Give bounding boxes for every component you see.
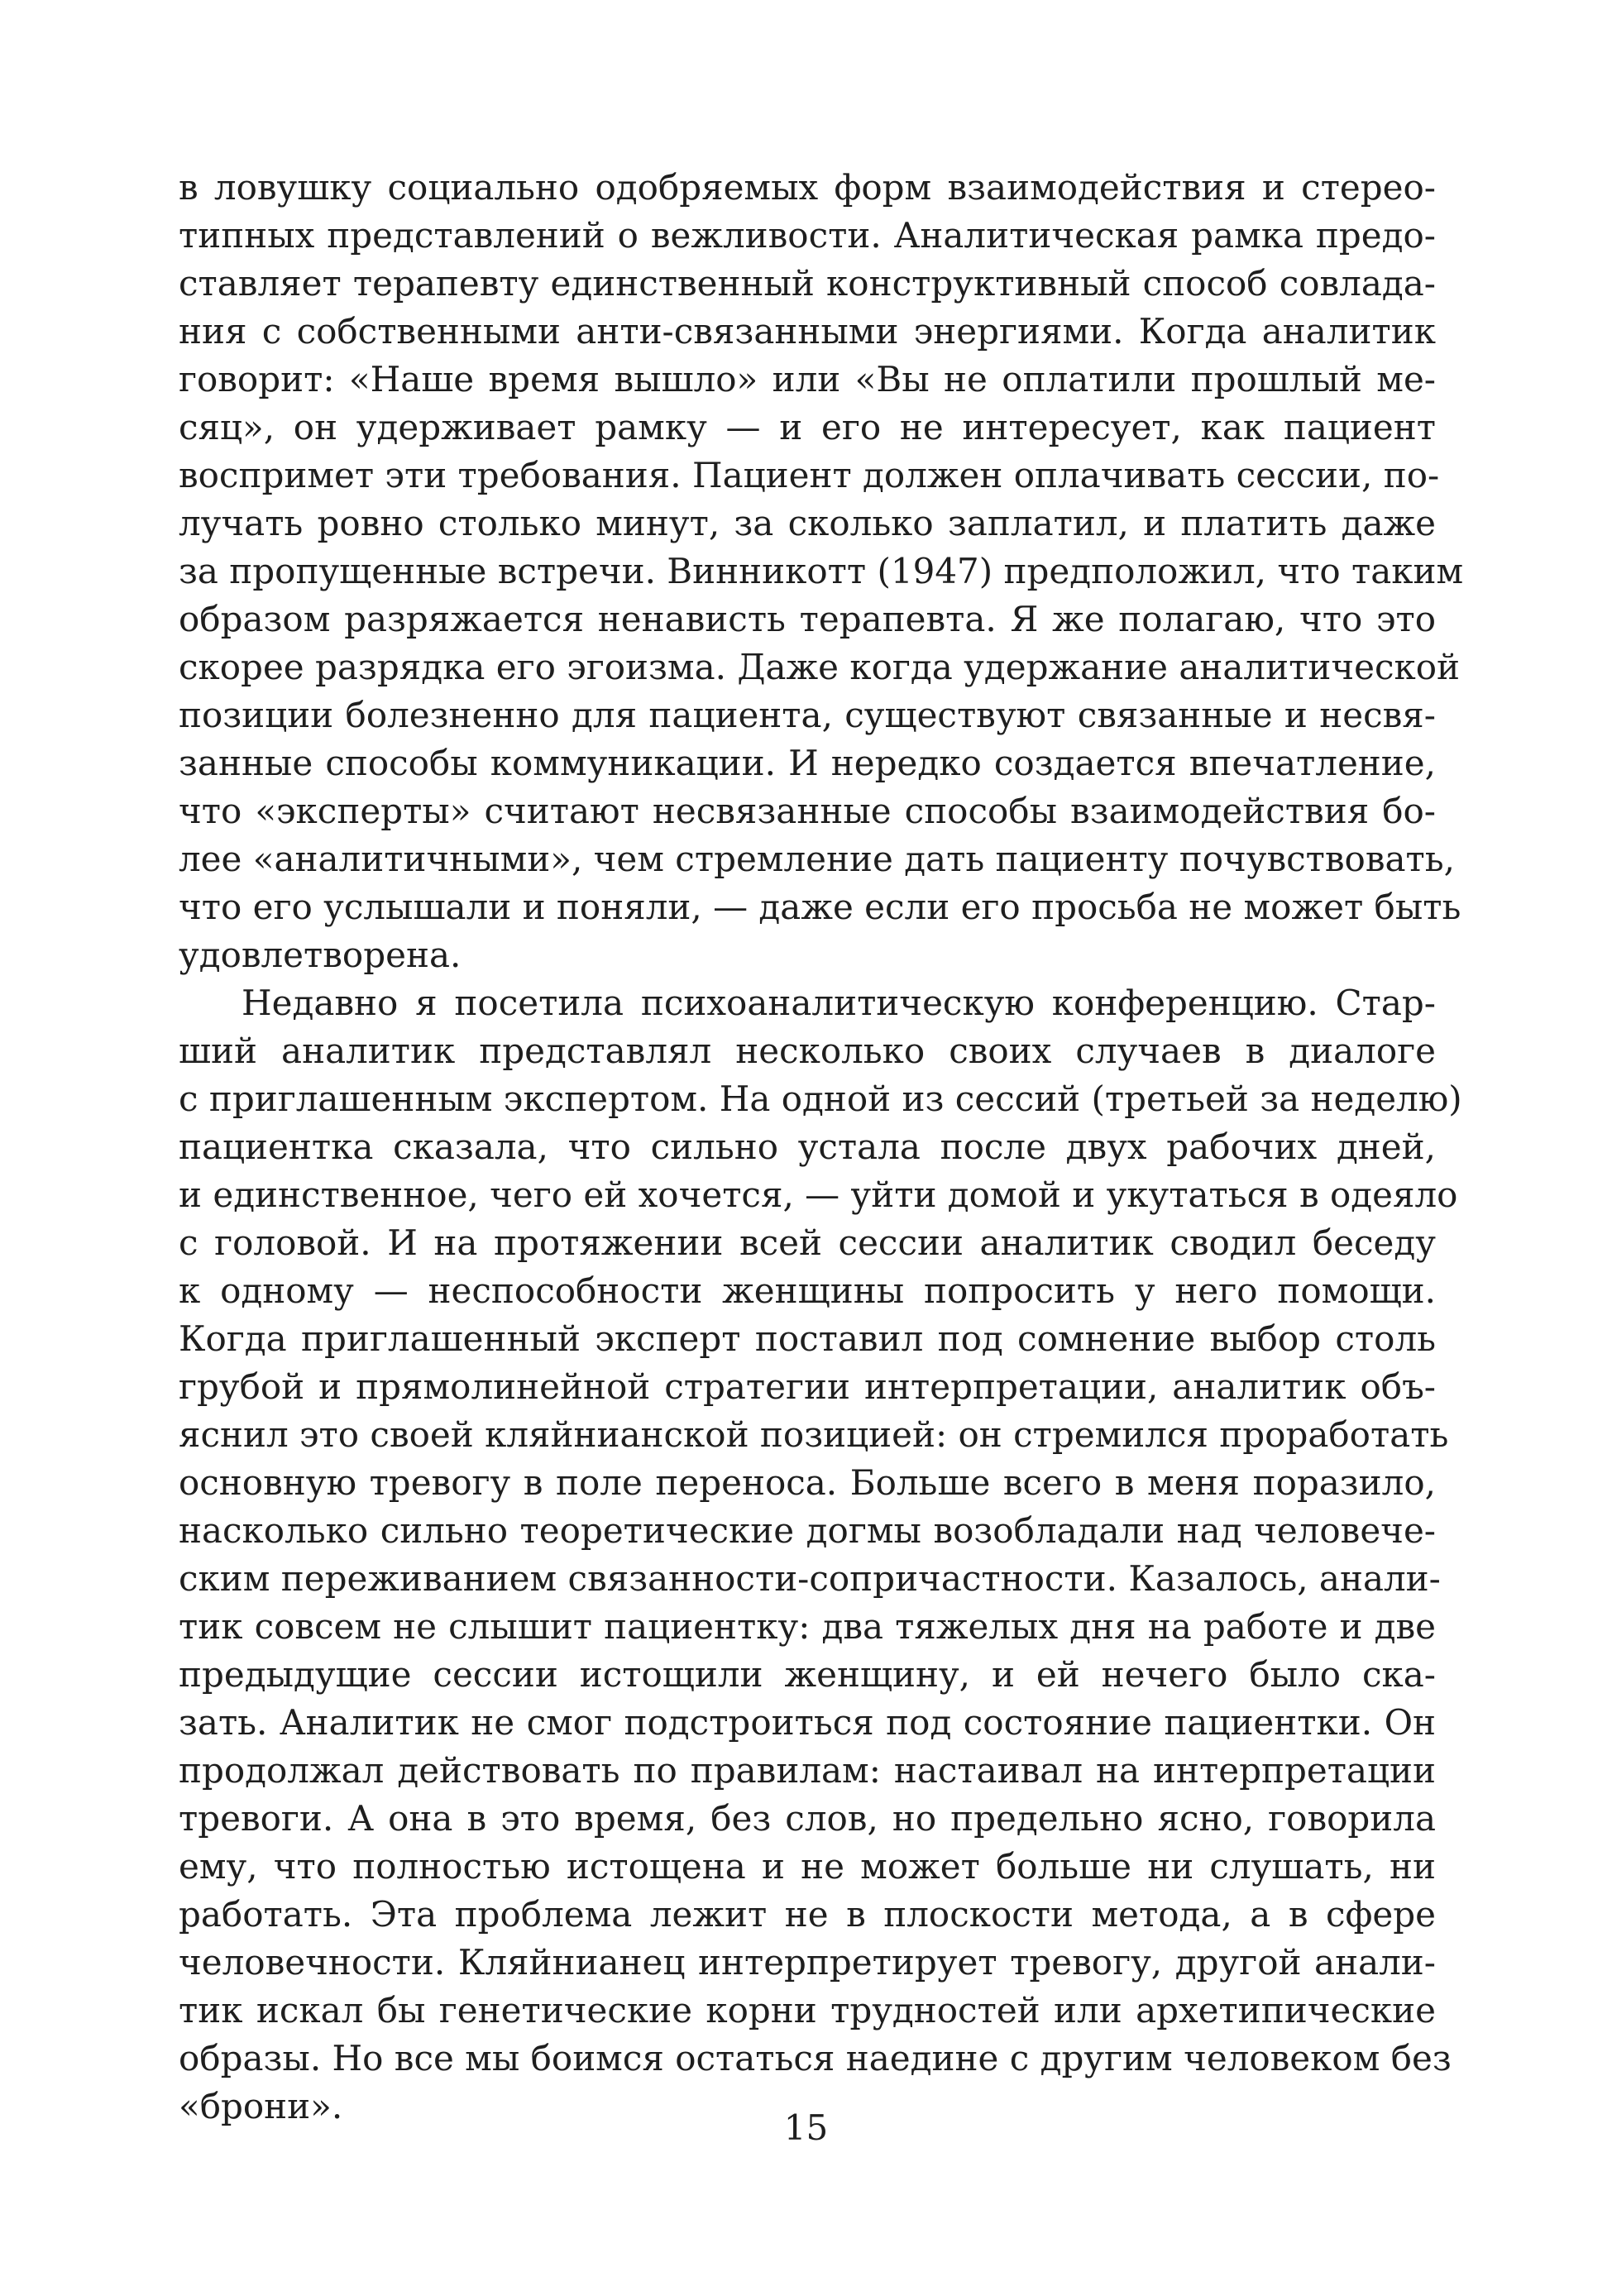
text-line: сяц», он удерживает рамку — и его не интересует, как пациент (179, 407, 1436, 447)
text-line: с головой. И на протяжении всей сессии аналитик сводил беседу (179, 1222, 1436, 1263)
text-line: «брони». (179, 2086, 343, 2126)
text-line: что «эксперты» считают несвязанные способы взаимодействия бо- (179, 791, 1436, 831)
text-line: скорее разрядка его эгоизма. Даже когда удержание аналитической (179, 647, 1460, 687)
text-line: продолжал действовать по правилам: настаивал на интерпретации (179, 1750, 1436, 1791)
text-line: что его услышали и поняли, — даже если его просьба не может быть (179, 887, 1461, 927)
text-line: к одному — неспособности женщины попросить у него помощи. (179, 1270, 1436, 1311)
text-line: лее «аналитичными», чем стремление дать пациенту почувствовать, (179, 839, 1455, 879)
text-line: Недавно я посетила психоаналитическую конференцию. Стар- (242, 983, 1436, 1023)
text-line: воспримет эти требования. Пациент должен оплачивать сессии, по- (179, 455, 1440, 495)
text-line: зать. Аналитик не смог подстроиться под состояние пациентки. Он (179, 1702, 1436, 1743)
text-line: тревоги. А она в это время, без слов, но предельно ясно, говорила (179, 1798, 1436, 1839)
text-line: позиции болезненно для пациента, существуют связанные и несвя- (179, 695, 1436, 735)
text-line: тик совсем не слышит пациентку: два тяжелых дня на работе и две (179, 1606, 1436, 1647)
text-line: тик искал бы генетические корни трудностей или архетипические (179, 1990, 1436, 2031)
text-line: ему, что полностью истощена и не может больше ни слушать, ни (179, 1846, 1436, 1887)
text-line: занные способы коммуникации. И нередко создается впечатление, (179, 743, 1436, 783)
text-line: ским переживанием связанности-сопричастности. Казалось, анали- (179, 1558, 1441, 1599)
text-line: работать. Эта проблема лежит не в плоскости метода, а в сфере (179, 1894, 1436, 1935)
text-line: удовлетворена. (179, 935, 462, 975)
text-line: и единственное, чего ей хочется, — уйти домой и укутаться в одеяло (179, 1174, 1458, 1215)
body-text (179, 164, 1464, 2131)
paragraph (179, 979, 1462, 2131)
text-line: образы. Но все мы боимся остаться наедине с другим человеком без (179, 2038, 1452, 2078)
text-line: насколько сильно теоретические догмы возобладали над человече- (179, 1510, 1436, 1551)
text-line: человечности. Кляйнианец интерпретирует тревогу, другой анали- (179, 1942, 1436, 1983)
text-line: ставляет терапевту единственный конструктивный способ совлада- (179, 263, 1436, 304)
text-line: грубой и прямолинейной стратегии интерпретации, аналитик объ- (179, 1366, 1436, 1407)
paragraph (179, 164, 1464, 979)
text-line: ния с собственными анти-связанными энергиями. Когда аналитик (179, 311, 1436, 352)
text-line: типных представлений о вежливости. Аналитическая рамка предо- (179, 215, 1436, 256)
text-line: говорит: «Наше время вышло» или «Вы не оплатили прошлый ме- (179, 359, 1436, 399)
text-line: в ловушку социально одобряемых форм взаимодействия и стерео- (179, 167, 1436, 208)
text-line: с приглашенным экспертом. На одной из сессий (третьей за неделю) (179, 1079, 1462, 1119)
text-line: за пропущенные встречи. Винникотт (1947) предположил, что таким (179, 551, 1464, 591)
page-number: 15 (783, 2107, 829, 2148)
text-line: образом разряжается ненависть терапевта. Я же полагаю, что это (179, 599, 1436, 639)
text-line: предыдущие сессии истощили женщину, и ей нечего было ска- (179, 1654, 1436, 1695)
text-line: лучать ровно столько минут, за сколько заплатил, и платить даже (179, 503, 1436, 543)
text-line: яснил это своей кляйнианской позицией: он стремился проработать (179, 1414, 1449, 1455)
text-line: Когда приглашенный эксперт поставил под сомнение выбор столь (179, 1318, 1436, 1359)
text-line: пациентка сказала, что сильно устала после двух рабочих дней, (179, 1126, 1436, 1167)
text-line: ший аналитик представлял несколько своих случаев в диалоге (179, 1031, 1436, 1071)
text-line: основную тревогу в поле переноса. Больше всего в меня поразило, (179, 1462, 1436, 1503)
